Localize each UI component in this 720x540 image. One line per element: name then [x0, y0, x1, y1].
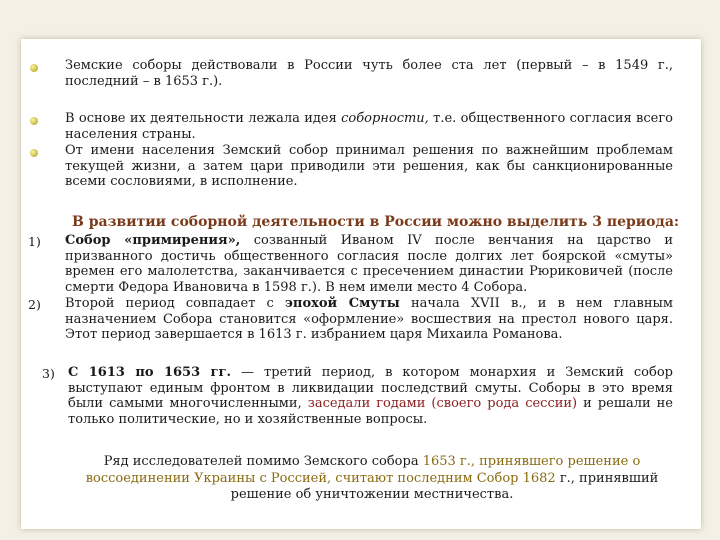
- period-2-title: эпохой Смуты: [285, 296, 400, 311]
- bullet-icon: [30, 117, 38, 125]
- period-2-text: [65, 296, 673, 343]
- final-note-post: г., принявший решение об уничтожении местничества.: [230, 470, 659, 502]
- periods-heading: В развитии соборной деятельности в России можно выделить 3 периода:: [72, 214, 680, 230]
- period-3-highlight: заседали годами (своего рода сессии): [307, 396, 578, 411]
- period-2-body: начала XVII в., и в нем главным назначением Собора становится «оформление» восшествия на престол нового царя. Этот период завершается в 1613 г. избранием царя Михаила Романова.: [65, 296, 673, 342]
- period-number: 1): [28, 234, 41, 249]
- period-2-pre: Второй период совпадает с: [65, 296, 286, 311]
- period-3-text: [68, 365, 673, 427]
- period-1-title: Собор «примирения»,: [65, 233, 241, 248]
- bullet-icon: [30, 64, 38, 72]
- bullet-2-emphasis: соборности,: [341, 111, 429, 126]
- bullet-icon: [30, 149, 38, 157]
- final-note-highlight: 1653 г., принявшего решение о воссоединении Украины с Россией, считают последним Собор 1682: [85, 454, 641, 486]
- period-number: 2): [28, 297, 41, 312]
- final-note-pre: Ряд исследователей помимо Земского собора: [103, 454, 423, 469]
- period-3-post: и решали не только политические, но и хозяйственные вопросы.: [68, 396, 673, 427]
- period-1-text: [65, 233, 673, 295]
- final-note: [70, 454, 674, 504]
- bullet-text-2: [65, 111, 673, 142]
- bullet-text-3: От имени населения Земский собор принимал решения по важнейшим проблемам текущей жизни, а затем цари приводили эти решения, как бы санкционированные всеми сословиями, в исполнение.: [65, 143, 673, 189]
- bullet-2-pre: В основе их деятельности лежала идея: [65, 111, 342, 126]
- period-3-pre: — третий период, в котором монархия и Земский собор выступают единым фронтом в ликвидации последствий смуты. Соборы в это время были самыми многочисленными,: [68, 365, 673, 411]
- period-number: 3): [42, 366, 55, 381]
- bullet-text-1: Земские соборы действовали в России чуть более ста лет (первый – в 1549 г., последний – в 1653 г.).: [65, 58, 673, 89]
- period-3-title: С 1613 по 1653 гг.: [68, 365, 231, 380]
- bullet-2-post: т.е. общественного согласия всего населения страны.: [65, 111, 673, 142]
- period-1-body: созванный Иваном IV после венчания на царство и призванного достичь общественного согласия после долгих лет боярской «смуты» времен его малолетства, заканчивается с пресечением династии Рюриковичей (после смерти Федора Ивановича в 1598 г.). В нем имели место 4 Собора.: [65, 233, 674, 295]
